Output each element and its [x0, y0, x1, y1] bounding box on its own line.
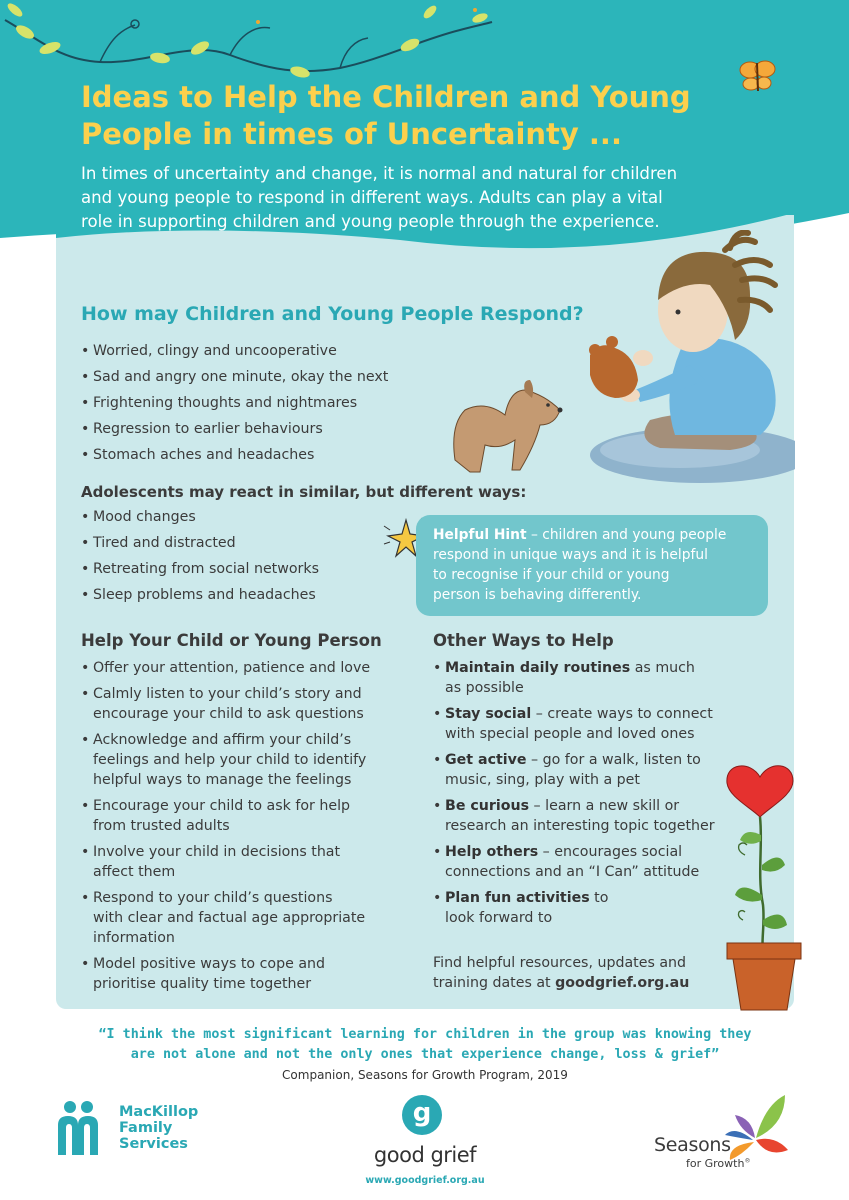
heart-flower-pot-illustration — [715, 755, 805, 1015]
list-item: • Be curious – learn a new skill or research an interesting topic together — [433, 796, 753, 836]
hint-text: – children and young people — [526, 527, 727, 543]
list-item: • Sad and angry one minute, okay the next — [81, 367, 388, 387]
hint-label: Helpful Hint — [433, 527, 527, 543]
hint-text: to recognise if your child or young — [433, 567, 670, 583]
seasons-name: Seasons — [654, 1134, 731, 1156]
help-child-heading: Help Your Child or Young Person — [81, 631, 382, 650]
intro-text: In times of uncertainty and change, it is normal and natural for children and young people to respond in different ways. Adults can play a vital role in supporting children and young people through the experience. — [81, 164, 678, 231]
vine-decoration — [0, 0, 500, 90]
list-item: • Tired and distracted — [81, 533, 319, 553]
list-item: • Plan fun activities to look forward to — [433, 888, 753, 928]
list-item: • Stomach aches and headaches — [81, 445, 388, 465]
list-item: • Encourage your child to ask for help from trusted adults — [81, 796, 411, 836]
find-resources-text: Find helpful resources, updates and training dates at goodgrief.org.au — [433, 955, 690, 991]
help-child-list — [81, 658, 411, 1000]
seasons-subtitle: for Growth® — [686, 1157, 751, 1170]
goodgrief-link[interactable]: goodgrief.org.au — [555, 975, 690, 991]
goodgrief-url[interactable]: www.goodgrief.org.au — [365, 1175, 485, 1186]
list-item: • Respond to your child’s questions with clear and factual age appropriate information — [81, 888, 411, 948]
adolescents-list — [81, 507, 319, 611]
helpful-hint-box — [416, 515, 768, 616]
other-ways-list — [433, 658, 753, 934]
respond-heading: How may Children and Young People Respond? — [81, 303, 584, 325]
butterfly-icon — [735, 55, 780, 100]
quote-text: “I think the most significant learning for children in the group was knowing they are not alone and not the only ones that experience change, loss & grief” — [98, 1027, 752, 1062]
list-item: • Mood changes — [81, 507, 319, 527]
list-item: • Sleep problems and headaches — [81, 585, 319, 605]
list-item: • Acknowledge and affirm your child’s feelings and help your child to identify helpful ways to manage the feelings — [81, 730, 411, 790]
list-item: • Offer your attention, patience and love — [81, 658, 411, 678]
adolescents-heading: Adolescents may react in similar, but different ways: — [81, 483, 527, 501]
list-item: • Frightening thoughts and nightmares — [81, 393, 388, 413]
child-and-dog-illustration — [430, 230, 795, 485]
page-title: Ideas to Help the Children and Young People in times of Uncertainty ... — [81, 80, 691, 151]
list-item: • Regression to earlier behaviours — [81, 419, 388, 439]
list-item: • Calmly listen to your child’s story and encourage your child to ask questions — [81, 684, 411, 724]
list-item: • Stay social – create ways to connect with special people and loved ones — [433, 704, 753, 744]
other-ways-heading: Other Ways to Help — [433, 631, 614, 650]
list-item: • Involve your child in decisions that affect them — [81, 842, 411, 882]
goodgrief-name: good grief — [373, 1143, 477, 1167]
quote-source: Companion, Seasons for Growth Program, 2019 — [282, 1068, 568, 1082]
list-item: • Get active – go for a walk, listen to music, sing, play with a pet — [433, 750, 753, 790]
goodgrief-logo-icon: g — [402, 1095, 442, 1135]
hint-text: person is behaving differently. — [433, 587, 642, 603]
hint-text: respond in unique ways and it is helpful — [433, 547, 708, 563]
list-item: • Model positive ways to cope and prioritise quality time together — [81, 954, 411, 994]
respond-list — [81, 341, 388, 471]
list-item: • Worried, clingy and uncooperative — [81, 341, 388, 361]
list-item: • Retreating from social networks — [81, 559, 319, 579]
mackillop-name: MacKillop Family Services — [119, 1104, 199, 1152]
list-item: • Maintain daily routines as much as possible — [433, 658, 753, 698]
list-item: • Help others – encourages social connections and an “I Can” attitude — [433, 842, 753, 882]
